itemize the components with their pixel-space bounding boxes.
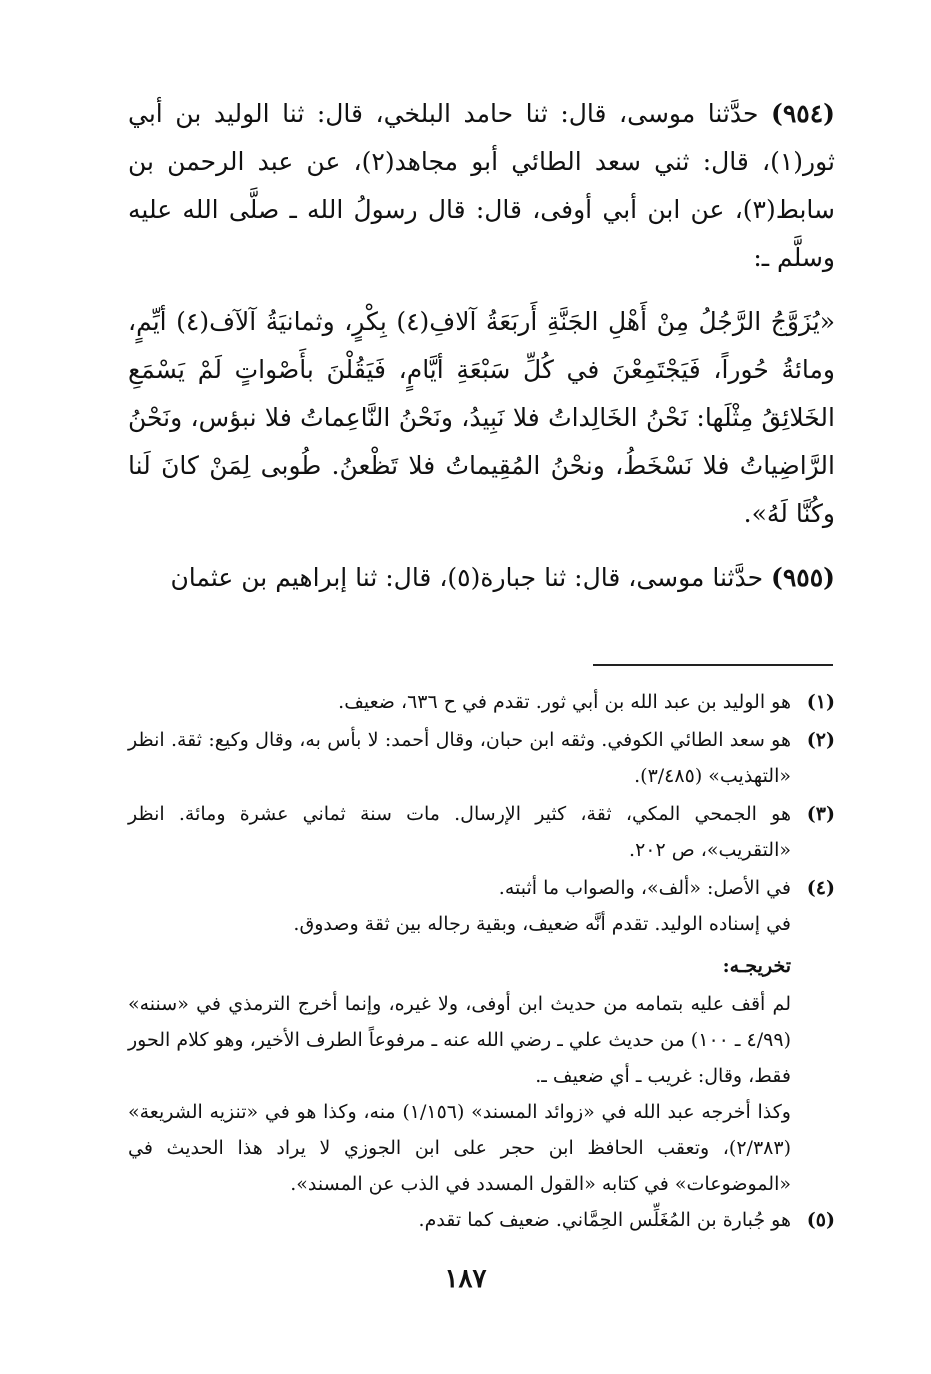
footnote-5 xyxy=(128,1202,835,1238)
footnote-text: هو الوليد بن عبد الله بن أبي ثور. تقدم في ح ٦٣٦، ضعيف. xyxy=(338,691,791,713)
hadith-954-isnad xyxy=(128,90,835,282)
footnote-4 xyxy=(128,870,835,942)
main-text xyxy=(128,90,835,602)
hadith-955-isnad xyxy=(128,554,835,602)
footnote-text: هو جُبارة بن المُغَلِّس الحِمَّاني. ضعيف كما تقدم. xyxy=(418,1209,791,1231)
page-number: ١٨٧ xyxy=(444,1264,487,1294)
footnote-number: (١) xyxy=(806,691,835,713)
footnote-number: (٣) xyxy=(806,803,835,825)
footnote-number: (٤) xyxy=(806,877,835,899)
footnote-text: هو الجمحي المكي، ثقة، كثير الإرسال. مات سنة ثماني عشرة ومائة. انظر «التقريب»، ص ٢٠٢. xyxy=(128,803,791,861)
takhrij-section xyxy=(128,948,835,1202)
takhrij-paragraph: لم أقف عليه بتمامه من حديث ابن أوفى، ولا غيره، وإنما أخرج الترمذي في «سننه» (٤/٩٩ ـ ١٠٠) من حديث علي ـ رضي الله عنه ـ مرفوعاً الطرف الأخير، وهو كلام الحور فقط، وقال: غريب ـ أي ضعيف ـ. xyxy=(128,993,791,1087)
hadith-955-isnad-text: حدَّثنا موسى، قال: ثنا جبارة(٥)، قال: ثنا إبراهيم بن عثمان xyxy=(170,563,764,592)
takhrij-paragraph: وكذا أخرجه عبد الله في «زوائد المسند» (١/١٥٦) منه، وكذا هو في «تنزيه الشريعة» (٢/٣٨٣)، وتعقب الحافظ ابن حجر على ابن الجوزي لا يراد هذا الحديث في «الموضوعات» في كتابه «القول المسدد في الذب عن المسند». xyxy=(128,1101,791,1195)
hadith-954-matn: «يُزَوَّجُ الرَّجُلُ مِنْ أَهْلِ الجَنَّةِ أَربَعَةُ آلافِ(٤) بِكْرٍ، وثمانيَةُ آلآف(٤) أيِّمٍ، ومائةُ حُوراً، فَيَجْتَمِعْنَ في كُلِّ سَبْعَةِ أيَّامٍ، فَيَقُلْنَ بأَصْواتٍ لَمْ يَسْمَعِ الخَلائِقُ مِثْلَها: نَحْنُ الخَالِداتُ فلا نَبِيدُ، ونَحْنُ النَّاعِماتُ فلا نبؤس، ونَحْنُ الرَّاضِياتُ فلا نَسْخَطُ، ونحْنُ المُقِيماتُ فلا تَظْعنُ. طُوبى لِمَنْ كانَ لَنا وكُنَّا لَهُ». xyxy=(128,307,835,528)
hadith-955-number: (٩٥٥) xyxy=(771,563,835,592)
footnote-3 xyxy=(128,796,835,868)
hadith-954-number: (٩٥٤) xyxy=(771,99,836,128)
footnote-number: (٢) xyxy=(806,729,835,751)
hadith-954-isnad-text: حدَّثنا موسى، قال: ثنا حامد البلخي، قال: ثنا الوليد بن أبي ثور(١)، قال: ثني سعد الطائي أبو مجاهد(٢)، عن عبد الرحمن بن سابط(٣)، عن ابن أبي أوفى، قال: قال رسولُ الله ـ صلَّى الله عليه وسلَّم ـ: xyxy=(128,99,835,272)
footnote-1 xyxy=(128,684,835,720)
takhrij-heading: تخريجـه: xyxy=(722,955,791,977)
footnote-text: هو سعد الطائي الكوفي. وثقه ابن حبان، وقال أحمد: لا بأس به، وقال وكيع: ثقة. انظر «التهذيب» (٣/٤٨٥). xyxy=(128,729,792,787)
footnote-divider xyxy=(593,664,833,666)
footnote-number: (٥) xyxy=(806,1209,835,1231)
footnote-2 xyxy=(128,722,835,794)
footnotes xyxy=(128,684,835,1240)
footnote-text: في إسناده الوليد. تقدم أنَّه ضعيف، وبقية رجاله بين ثقة وصدوق. xyxy=(293,913,791,935)
footnote-text: في الأصل: «ألف»، والصواب ما أثبته. xyxy=(498,877,791,899)
